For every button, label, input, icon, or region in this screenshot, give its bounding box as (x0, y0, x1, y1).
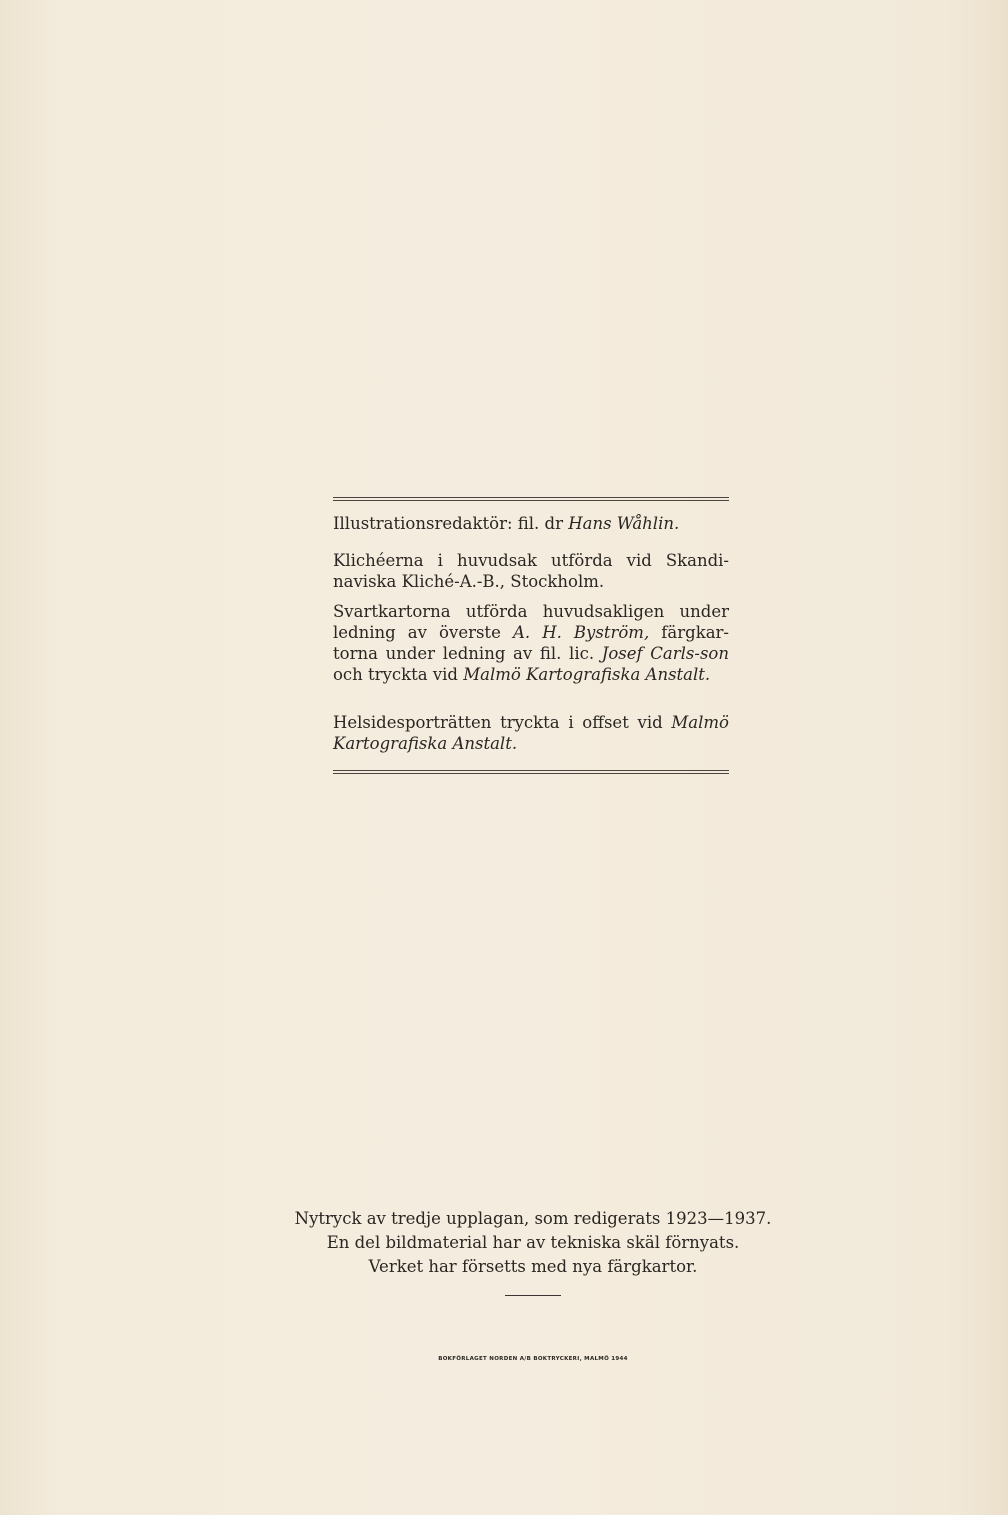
bottom-double-rule (333, 770, 729, 774)
cliche-credit: Klichéerna i huvudsak utförda vid Skandi-naviska Kliché-A.-B., Stockholm. (333, 551, 729, 591)
short-divider (505, 1295, 561, 1296)
printer-imprint: BOKFÖRLAGET NORDEN A/B BOKTRYCKERI, MALMÖ 1944 (438, 1356, 628, 1362)
portraits-credit: Helsidesporträtten tryckta i offset vid Malmö Kartografiska Anstalt. (333, 713, 729, 753)
edition-note-line-1: Nytryck av tredje upplagan, som redigerats 1923—1937. (294, 1209, 772, 1228)
top-double-rule (333, 497, 729, 501)
edition-note (200, 1207, 866, 1279)
editor-name: Hans Wåhlin. (568, 514, 680, 533)
edition-note-line-3: Verket har försetts med nya färgkartor. (368, 1257, 698, 1276)
illustration-editor-credit: Illustrationsredaktör: fil. dr Hans Wåhlin. (333, 514, 680, 533)
edition-note-line-2: En del bildmaterial har av tekniska skäl förnyats. (326, 1233, 740, 1252)
maps-credit: Svartkartorna utförda huvudsakligen under ledning av överste A. H. Byström, färgkar-torna under ledning av fil. lic. Josef Carls-son och tryckta vid Malmö Kartografiska Anstalt. (333, 602, 729, 684)
